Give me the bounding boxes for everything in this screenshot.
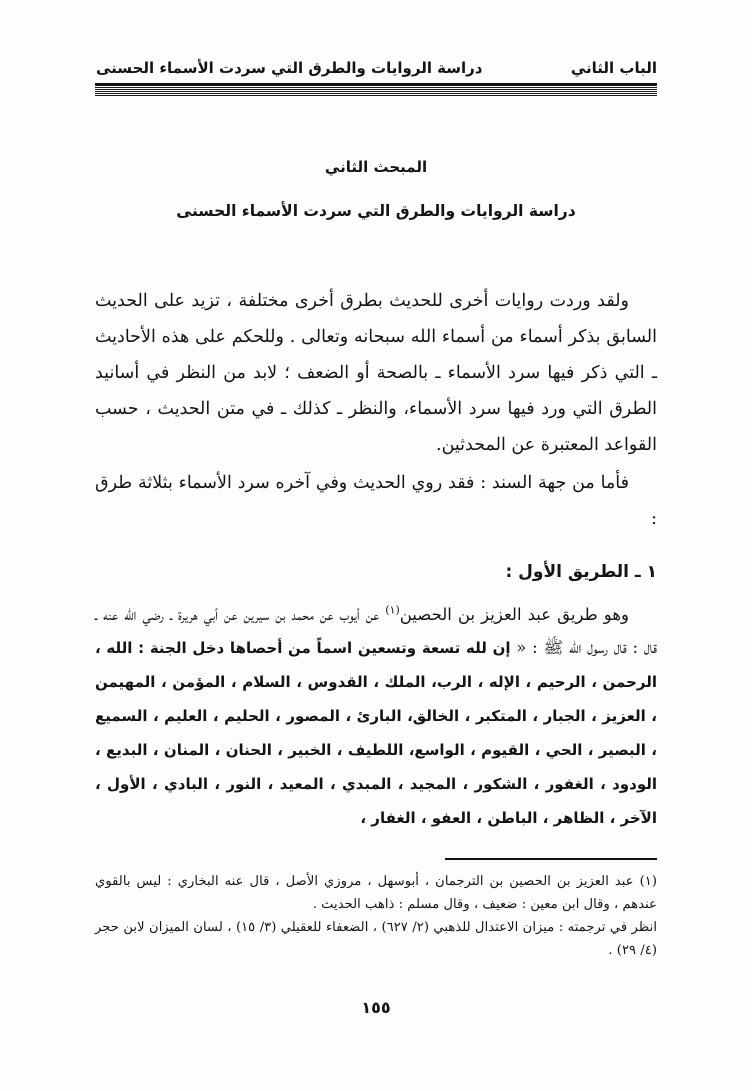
section-subtitle: دراسة الروايات والطرق التي سردت الأسماء الحسنى	[176, 202, 576, 220]
narration-intro: وهو طريق عبد العزيز بن الحصين	[399, 605, 629, 624]
footnote-1-references: انظر في ترجمته : ميزان الاعتدال للذهبي (٢/ ٦٢٧) ، الضعفاء للعقيلي (٣/ ١٥) ، لسان الميزان لابن حجر (٤/ ٢٩) .	[95, 920, 657, 958]
header-rule	[95, 85, 657, 96]
main-text	[95, 283, 657, 537]
paragraph-1: ولقد وردت روايات أخرى للحديث بطرق أخرى مختلفة ، تزيد على الحديث السابق بذكر أسماء من أسماء الله سبحانه وتعالى . وللحكم على هذه الأحاديث ـ التي ذكر فيها سرد الأسماء ـ بالصحة أو الضعف ؛ لابد من النظر في أسانيد الطرق التي ورد فيها سرد الأسماء، والنظر ـ كذلك ـ في متن الحديث ، حسب القواعد المعتبرة عن المحدثين.	[95, 291, 657, 455]
divine-names-list: إن لله تسعة وتسعين اسماً من أحصاها دخل الجنة : الله ، الرحمن ، الرحيم ، الإله ، الرب، الملك ، القدوس ، السلام ، المؤمن ، المهيمن ، العزيز ، الجبار ، المتكبر ، الخالق، البارئ ، المصور ، الحليم ، العليم ، السميع ، البصير ، الحي ، القيوم ، الواسع، اللطيف ، الخبير ، الحنان ، المنان ، البديع ، الودود ، الغفور ، الشكور ، المجيد ، المبدي ، المعيد ، النور ، البادي ، الأول ، الآخر ، الظاهر ، الباطن ، العفو ، الغفار ،	[95, 639, 657, 827]
footnote-marker: (١)	[385, 603, 400, 617]
section-title: المبحث الثاني	[324, 158, 428, 176]
narration-text	[95, 598, 657, 835]
running-title: دراسة الروايات والطرق التي سردت الأسماء الحسنى	[96, 59, 483, 77]
paragraph-2: فأما من جهة السند : فقد روي الحديث وفي آخره سرد الأسماء بثلاثة طرق :	[95, 473, 657, 529]
footnote-rule	[445, 858, 657, 860]
narration-chain: عن أيوب عن محمد بن سيرين عن أبي هريرة ـ رضي الله عنه ـ قال : قال رسول الله ﷺ : «	[95, 605, 657, 657]
footnote-1: (١) عبد العزيز بن الحصين بن الترجمان ، أبوسهل ، مروزي الأصل ، قال عنه البخاري : ليس بالقوي عندهم ، وقال ابن معين : ضعيف ، وقال مسلم : ذاهب الحديث .	[95, 874, 657, 912]
running-header	[96, 55, 657, 81]
first-route-heading: ١ ـ الطريق الأول :	[505, 562, 657, 582]
footnotes	[95, 870, 657, 962]
chapter-label: الباب الثاني	[570, 59, 657, 77]
page-number: ١٥٥	[361, 998, 391, 1017]
